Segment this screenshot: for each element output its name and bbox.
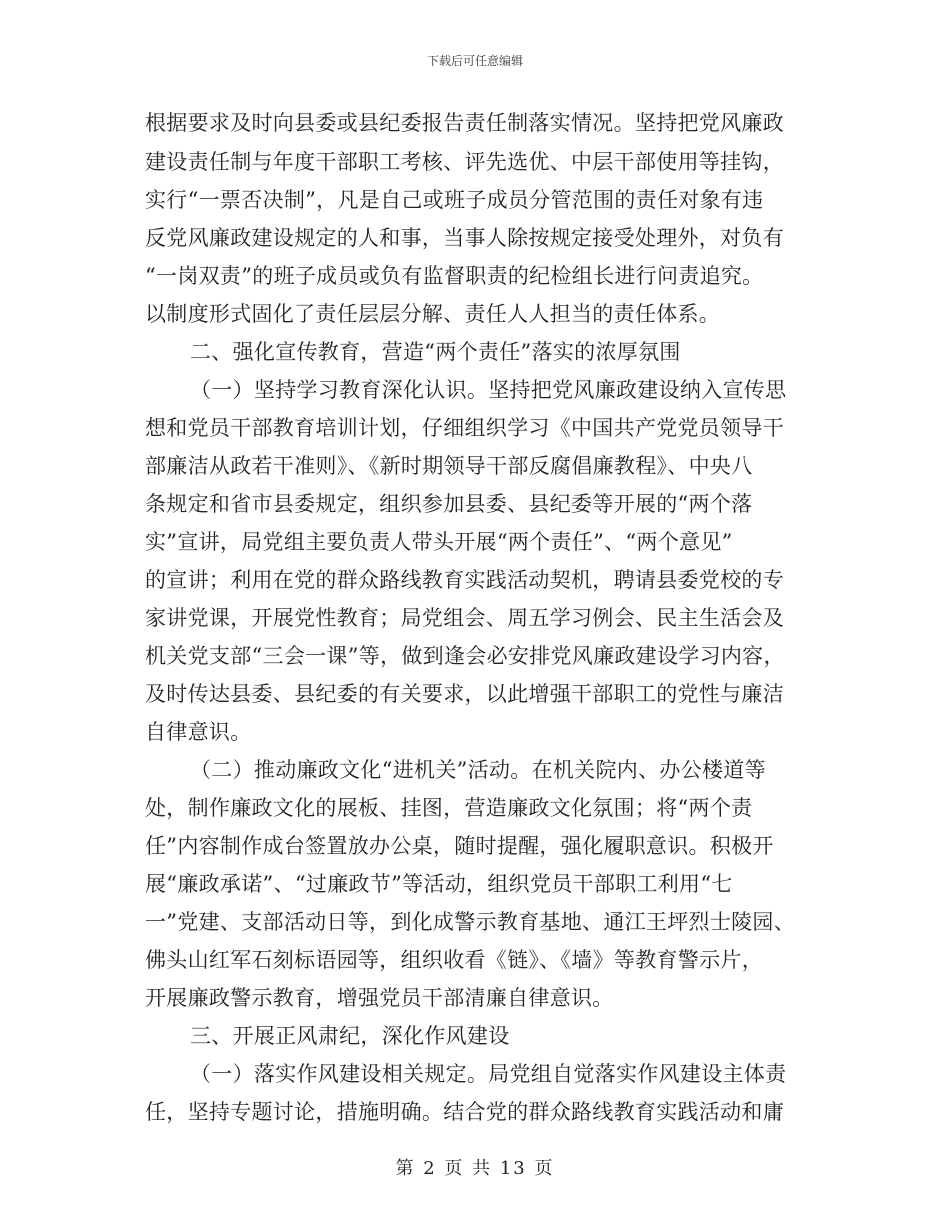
body-line: 想和党员干部教育培训计划，仔细组织学习《中国共产党党员领导干 xyxy=(145,416,784,440)
body-line: “一岗双责”的班子成员或负有监督职责的纪检组长进行问责追究。 xyxy=(145,264,764,288)
body-line: 处，制作廉政文化的展板、挂图，营造廉政文化氛围；将“两个责 xyxy=(145,796,753,820)
body-line: 实”宣讲，局党组主要负责人带头开展“两个责任”、“两个意见” xyxy=(145,530,733,554)
page-number: 第 2 页 共 13 页 xyxy=(395,1158,555,1179)
section-heading: 三、开展正风肃纪，深化作风建设 xyxy=(190,1024,510,1048)
body-line: 任，坚持专题讨论，措施明确。结合党的群众路线教育实践活动和庸 xyxy=(145,1100,784,1124)
body-line: 建设责任制与年度干部职工考核、评先选优、中层干部使用等挂钩， xyxy=(145,150,784,174)
body-line: 自律意识。 xyxy=(145,720,252,744)
body-line: 家讲党课，开展党性教育；局党组会、周五学习例会、民主生活会及 xyxy=(145,606,784,630)
body-line: 及时传达县委、县纪委的有关要求，以此增强干部职工的党性与廉洁 xyxy=(145,682,784,706)
body-line: （一）落实作风建设相关规定。局党组自觉落实作风建设主体责 xyxy=(190,1062,787,1086)
body-line: 展“廉政承诺”、“过廉政节”等活动，组织党员干部职工利用“七 xyxy=(145,872,733,896)
body-line: （二）推动廉政文化“进机关”活动。在机关院内、办公楼道等 xyxy=(190,758,766,782)
body-line: 反党风廉政建设规定的人和事，当事人除按规定接受处理外，对负有 xyxy=(145,226,784,250)
body-line: 部廉洁从政若干准则》、《新时期领导干部反腐倡廉教程》、中央八 xyxy=(145,454,753,478)
body-line: 开展廉政警示教育，增强党员干部清廉自律意识。 xyxy=(145,986,614,1010)
body-line: 以制度形式固化了责任层层分解、责任人人担当的责任体系。 xyxy=(145,302,721,326)
section-heading: 二、强化宣传教育，营造“两个责任”落实的浓厚氛围 xyxy=(190,340,681,364)
body-line: 的宣讲；利用在党的群众路线教育实践活动契机，聘请县委党校的专 xyxy=(145,568,784,592)
body-line: 实行“一票否决制”，凡是自己或班子成员分管范围的责任对象有违 xyxy=(145,188,764,212)
page-header-note: 下载后可任意编辑 xyxy=(426,54,523,68)
body-line: 佛头山红军石刻标语园等，组织收看《链》、《墙》等教育警示片， xyxy=(145,948,763,972)
body-line: 一”党建、支部活动日等，到化成警示教育基地、通江王坪烈士陵园、 xyxy=(145,910,796,934)
body-line: 条规定和省市县委规定，组织参加县委、县纪委等开展的“两个落 xyxy=(145,492,753,516)
body-line: 机关党支部“三会一课”等，做到逢会必安排党风廉政建设学习内容， xyxy=(145,644,785,668)
body-line: （一）坚持学习教育深化认识。坚持把党风廉政建设纳入宣传思 xyxy=(190,378,787,402)
body-line: 根据要求及时向县委或县纪委报告责任制落实情况。坚持把党风廉政 xyxy=(145,111,784,135)
body-line: 任”内容制作成台签置放办公桌，随时提醒，强化履职意识。积极开 xyxy=(145,834,774,858)
